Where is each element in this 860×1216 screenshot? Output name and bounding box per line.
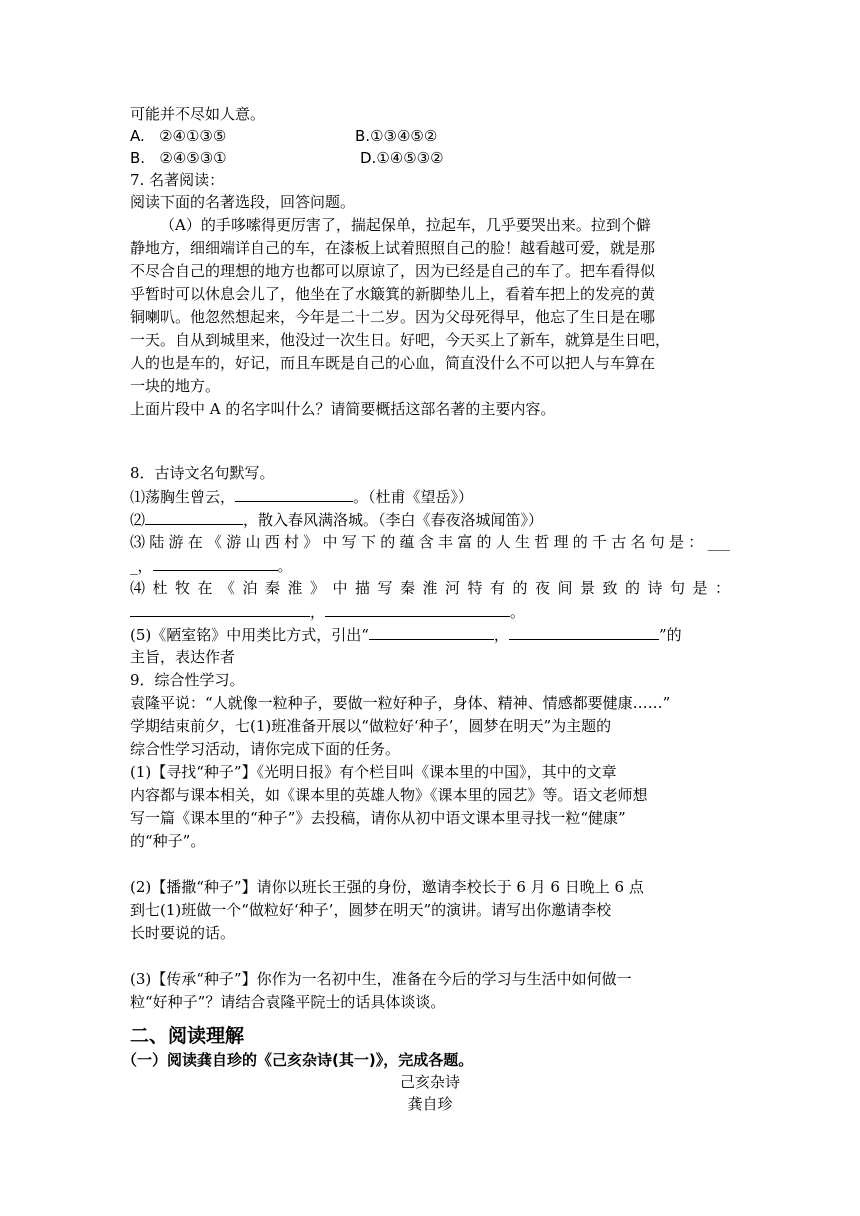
passage-line: （A）的手哆嗦得更厉害了，揣起保单，拉起车，几乎要哭出来。拉到个僻 (160, 216, 651, 234)
answer-blank[interactable] (369, 623, 494, 640)
passage-line: 不尽合自己的理想的地方也都可以原谅了，因为已经是自己的车了。把车看得似 (130, 262, 656, 280)
option-a: A. ②④①③⑤ (130, 127, 227, 145)
q8-title: 8．古诗文名句默写。 (130, 464, 275, 482)
task3-line: 粒“好种子”？请结合袁隆平院士的话具体谈谈。 (130, 993, 446, 1011)
option-d: D.①④⑤③② (360, 149, 444, 167)
task1-line: (1)【寻找“种子”】《光明日报》有个栏目叫《课本里的中国》，其中的文章 (130, 763, 617, 781)
q6-tail: 可能并不尽如人意。 (130, 105, 266, 123)
q8-item-2: ⑵ ，散入春风满洛城。（李白《春夜洛城闻笛》） (130, 508, 543, 530)
task2-line: 长时要说的话。 (130, 924, 236, 942)
task2-line: 到七(1)班做一个“做粒好‘种子’，圆梦在明天”的演讲。请写出你邀请李校 (130, 901, 612, 919)
task1-line: 写一篇《课本里的“种子”》去投稿，请你从初中语文课本里寻找一粒“健康” (130, 809, 626, 827)
q8-item-3: ⑶陆游在《游山西村》中写下的蕴含丰富的人生哲理的千古名句是：___ (130, 533, 730, 551)
answer-blank[interactable] (153, 554, 278, 571)
task1-line: 内容都与课本相关，如《课本里的英雄人物》《课本里的园艺》等。语文老师想 (130, 786, 648, 804)
q9-intro-line: 学期结束前夕，七(1)班准备开展以“做粒好‘种子’，圆梦在明天”为主题的 (130, 717, 612, 735)
task3-line: (3)【传承“种子”】你作为一名初中生，准备在今后的学习与生活中如何做一 (130, 970, 632, 988)
q8-item-4-cont: ， 。 (130, 600, 525, 622)
q9-intro-line: 综合性学习活动，请你完成下面的任务。 (130, 740, 401, 758)
q7-title: 7. 名著阅读： (130, 171, 225, 189)
answer-blank[interactable] (325, 600, 510, 617)
answer-blank[interactable] (509, 623, 659, 640)
q9-intro-line: 袁隆平说：“人就像一粒种子，要做一粒好种子，身体、精神、情感都要健康……” (130, 694, 671, 712)
passage-line: 一块的地方。 (130, 377, 221, 395)
passage-line: 一天。自从到城里来，他没过一次生日。好吧，今天买上了新车，就算是生日吧， (130, 331, 671, 349)
option-b2: B. ②④⑤③① (130, 149, 227, 167)
answer-blank[interactable] (235, 485, 353, 502)
passage-line: 人的也是车的，好记，而且车既是自己的心血，简直没什么不可以把人与车算在 (130, 354, 656, 372)
q7-instruction: 阅读下面的名著选段，回答问题。 (130, 193, 356, 211)
option-b: B.①③④⑤② (355, 127, 438, 145)
section-subheading: （一）阅读龚自珍的《己亥杂诗(其一)》，完成各题。 (122, 1051, 474, 1069)
q8-item-5: (5)《陋室铭》中用类比方式，引出“ ， ”的 (130, 623, 682, 645)
poem-author: 龚自珍 (407, 1095, 453, 1113)
q8-item-3-cont: _， 。 (130, 554, 293, 576)
poem-title: 己亥杂诗 (399, 1073, 460, 1091)
answer-blank[interactable] (145, 508, 243, 525)
task2-line: (2)【播撒“种子”】请你以班长王强的身份，邀请李校长于 6 月 6 日晚上 6 点 (130, 878, 644, 896)
answer-blank[interactable] (130, 600, 310, 617)
section-heading: 二、阅读理解 (130, 1025, 245, 1047)
q8-item-4: ⑷杜牧在《泊秦淮》中描写秦淮河特有的夜间景致的诗句是： (130, 579, 730, 597)
passage-line: 乎暂时可以休息会儿了，他坐在了水簸箕的新脚垫儿上，看着车把上的发亮的黄 (130, 285, 656, 303)
passage-line: 静地方，细细端详自己的车，在漆板上试着照照自己的脸！越看越可爱，就是那 (130, 239, 656, 257)
task1-line: 的“种子”。 (130, 832, 206, 850)
q8-item-1: ⑴荡胸生曾云， 。（杜甫《望岳》） (130, 485, 473, 507)
q7-question: 上面片段中 A 的名字叫什么？请简要概括这部名著的主要内容。 (130, 400, 556, 418)
q9-title: 9．综合性学习。 (130, 671, 245, 689)
passage-line: 铜喇叭。他忽然想起来，今年是二十二岁。因为父母死得早，他忘了生日是在哪 (130, 308, 656, 326)
q8-item-5-cont: 主旨，表达作者 (130, 648, 236, 666)
